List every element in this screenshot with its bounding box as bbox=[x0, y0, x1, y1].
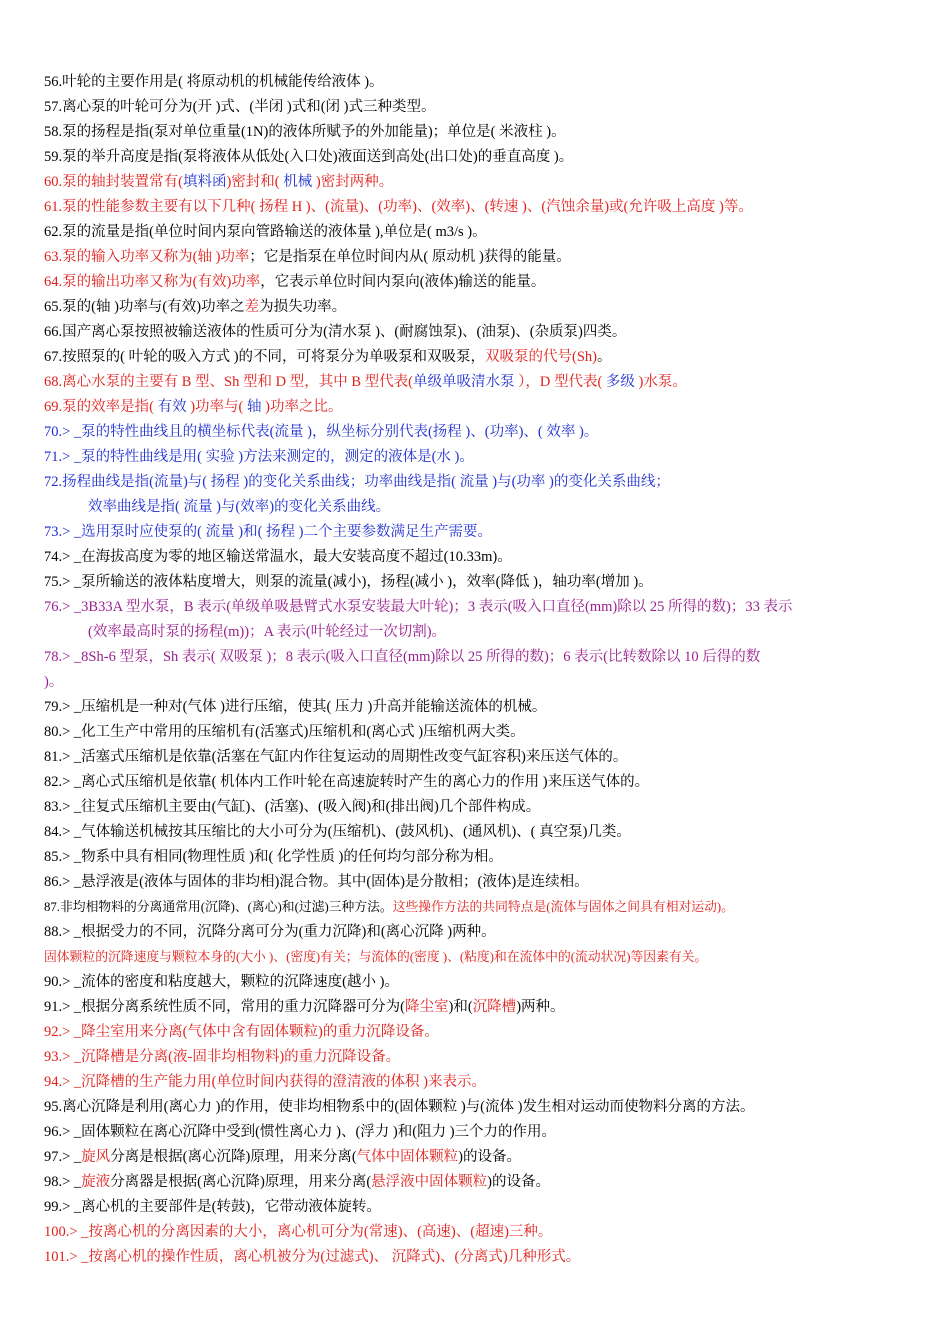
text-segment: 分离是根据(离心沉降)原理，用来分离( bbox=[110, 1149, 357, 1165]
text-segment: 99.> _离心机的主要部件是(转鼓)，它带动液体旋转。 bbox=[44, 1199, 381, 1215]
text-segment: 88.> _根据受力的不同，沉降分离可分为(重力沉降)和(离心沉降 )两种。 bbox=[44, 924, 496, 940]
text-segment: 80.> _化工生产中常用的压缩机有(活塞式)压缩机和(离心式 )压缩机两大类。 bbox=[44, 724, 525, 740]
text-segment: 为损失功率。 bbox=[259, 299, 347, 315]
text-line bbox=[44, 420, 914, 445]
text-line bbox=[44, 170, 914, 195]
text-line bbox=[44, 245, 914, 270]
text-line bbox=[44, 545, 914, 570]
text-line bbox=[44, 695, 914, 720]
text-segment: 64.泵的输出功率又称为(有效)功率 bbox=[44, 274, 261, 290]
text-segment: 72.扬程曲线是指(流量)与( 扬程 )的变化关系曲线；功率曲线是指( 流量 )与(功率 )的变化关系曲线； bbox=[44, 474, 670, 490]
text-segment: 75.> _泵所输送的液体粘度增大，则泵的流量(减小)，扬程(减小 )，效率(降低 )，轴功率(增加 )。 bbox=[44, 574, 653, 590]
text-segment: 76.> _3B33A 型水泵，B 表示(单级单吸悬臂式水泵安装最大叶轮)；3 表示(吸入口直径(mm)除以 25 所得的数)；33 表示 bbox=[44, 599, 793, 615]
text-segment: ），D 型代表( bbox=[518, 374, 606, 390]
text-line bbox=[44, 470, 914, 495]
text-line bbox=[44, 1045, 914, 1070]
text-line bbox=[44, 495, 914, 520]
text-segment: 91.> _根据分离系统性质不同，常用的重力沉降器可分为( bbox=[44, 999, 406, 1015]
text-segment: 63.泵的输入功率又称为(轴 )功率 bbox=[44, 249, 250, 265]
text-line bbox=[44, 1220, 914, 1245]
text-segment: 旋液 bbox=[81, 1174, 111, 1190]
text-segment: 旋风 bbox=[81, 1149, 111, 1165]
text-segment: 92.> _降尘室用来分离(气体中含有固体颗粒)的重力沉降设备。 bbox=[44, 1024, 439, 1040]
text-segment: 单级单吸清水泵 bbox=[412, 374, 519, 390]
text-line bbox=[44, 720, 914, 745]
text-segment: )和( bbox=[448, 999, 473, 1015]
text-segment: 气体中固体颗粒 bbox=[356, 1149, 459, 1165]
text-segment: 59.泵的举升高度是指(泵将液体从低处(入口处)液面送到高处(出口处)的垂直高度 )。 bbox=[44, 149, 574, 165]
text-segment: 固体颗粒的沉降速度与颗粒本身的(大小 )、(密度)有关；与流体的(密度 )、(粘度)和在流体中的(流动状况)等因素有关。 bbox=[44, 950, 708, 964]
text-segment: )的设备。 bbox=[487, 1174, 551, 1190]
text-line bbox=[44, 970, 914, 995]
text-segment: 71.> _泵的特性曲线是用( 实验 )方法来测定的，测定的液体是(水 )。 bbox=[44, 449, 474, 465]
text-line bbox=[44, 220, 914, 245]
text-line bbox=[44, 570, 914, 595]
text-line bbox=[44, 1245, 914, 1270]
text-segment: 60.泵的轴封装置常有( bbox=[44, 174, 183, 190]
text-segment: (效率最高时泵的扬程(m))；A 表示(叶轮经过一次切割)。 bbox=[88, 624, 447, 640]
text-line bbox=[44, 645, 914, 670]
text-line bbox=[44, 1095, 914, 1120]
text-segment: )水泵。 bbox=[638, 374, 687, 390]
text-segment: 100.> _按离心机的分离因素的大小，离心机可分为(常速)、(高速)、(超速)三种。 bbox=[44, 1224, 553, 1240]
text-line bbox=[44, 945, 914, 970]
text-segment: 86.> _悬浮液是(液体与固体的非均相)混合物。其中(固体)是分散相；(液体)是连续相。 bbox=[44, 874, 589, 890]
text-line bbox=[44, 1170, 914, 1195]
text-segment: 78.> _8Sh-6 型泵，Sh 表示( 双吸泵 )；8 表示(吸入口直径(mm)除以 25 所得的数)；6 表示(比转数除以 10 后得的数 bbox=[44, 649, 761, 665]
text-line bbox=[44, 670, 914, 695]
text-line bbox=[44, 145, 914, 170]
text-line bbox=[44, 270, 914, 295]
text-line bbox=[44, 895, 914, 920]
text-segment: )密封和( bbox=[226, 174, 284, 190]
text-segment: 填料函 bbox=[182, 174, 227, 190]
text-segment: 沉降槽 bbox=[472, 999, 517, 1015]
text-segment: 效率曲线是指( 流量 )与(效率)的变化关系曲线。 bbox=[88, 499, 391, 515]
text-segment: 机械 bbox=[283, 174, 316, 190]
text-line bbox=[44, 845, 914, 870]
text-line bbox=[44, 595, 914, 620]
text-line bbox=[44, 520, 914, 545]
text-segment: 61.泵的性能参数主要有以下几种( 扬程 H )、(流量)、(功率)、(效率)、(转速 )、(汽蚀余量)或(允许吸上高度 )等。 bbox=[44, 199, 753, 215]
text-segment: 62.泵的流量是指(单位时间内泵向管路输送的液体量 ),单位是( m3/s )。 bbox=[44, 224, 487, 240]
text-line bbox=[44, 1120, 914, 1145]
text-line bbox=[44, 870, 914, 895]
text-segment: )的设备。 bbox=[458, 1149, 522, 1165]
text-segment: 70.> _泵的特性曲线且的横坐标代表(流量 )，纵坐标分别代表(扬程 )、(功率)、( 效率 )。 bbox=[44, 424, 599, 440]
text-segment: 这些操作方法的共同特点是(流体与固体之间具有相对运动)。 bbox=[392, 900, 734, 914]
text-segment: 82.> _离心式压缩机是依靠( 机体内工作叶轮在高速旋转时产生的离心力的作用 )来压送气体的。 bbox=[44, 774, 650, 790]
text-segment: 90.> _流体的密度和粘度越大，颗粒的沉降速度(越小 )。 bbox=[44, 974, 399, 990]
text-segment: 96.> _固体颗粒在离心沉降中受到(惯性离心力 )、(浮力 )和(阻力 )三个力的作用。 bbox=[44, 1124, 557, 1140]
text-segment: 差 bbox=[244, 299, 260, 315]
text-segment: )。 bbox=[44, 674, 64, 690]
text-segment: 84.> _气体输送机械按其压缩比的大小可分为(压缩机)、(鼓风机)、(通风机)、( 真空泵)几类。 bbox=[44, 824, 631, 840]
text-segment: 74.> _在海拔高度为零的地区输送常温水，最大安装高度不超过(10.33m)。 bbox=[44, 549, 512, 565]
text-line bbox=[44, 820, 914, 845]
text-line bbox=[44, 770, 914, 795]
text-segment: )功率之比。 bbox=[265, 399, 343, 415]
text-segment: 98.> _ bbox=[44, 1174, 82, 1190]
text-line bbox=[44, 120, 914, 145]
text-segment: 85.> _物系中具有相同(物理性质 )和( 化学性质 )的任何均匀部分称为相。 bbox=[44, 849, 503, 865]
text-line bbox=[44, 745, 914, 770]
text-segment: 。 bbox=[597, 349, 612, 365]
text-segment: 87.非均相物料的分离通常用(沉降)、(离心)和(过滤)三种方法。 bbox=[44, 900, 393, 914]
text-line bbox=[44, 95, 914, 120]
text-segment: 94.> _沉降槽的生产能力用(单位时间内获得的澄清液的体积 )来表示。 bbox=[44, 1074, 486, 1090]
text-line bbox=[44, 1195, 914, 1220]
text-line bbox=[44, 70, 914, 95]
text-line bbox=[44, 395, 914, 420]
text-segment: 68.离心水泵的主要有 B 型、Sh 型和 D 型，其中 B 型代表( bbox=[44, 374, 413, 390]
text-line bbox=[44, 1020, 914, 1045]
text-segment: 有效 bbox=[157, 399, 191, 415]
text-segment: 57.离心泵的叶轮可分为(开 )式、(半闭 )式和(闭 )式三种类型。 bbox=[44, 99, 436, 115]
text-segment: 83.> _往复式压缩机主要由(气缸)、(活塞)、(吸入阀)和(排出阀)几个部件构成。 bbox=[44, 799, 541, 815]
text-segment: 67.按照泵的( 叶轮的吸入方式 )的不同，可将泵分为单吸泵和双吸泵， bbox=[44, 349, 486, 365]
text-segment: 轴 bbox=[247, 399, 266, 415]
text-line bbox=[44, 320, 914, 345]
text-line bbox=[44, 795, 914, 820]
text-line bbox=[44, 920, 914, 945]
text-segment: 双吸泵的代号(Sh) bbox=[485, 349, 598, 365]
text-segment: 悬浮液中固体颗粒 bbox=[371, 1174, 488, 1190]
text-line bbox=[44, 370, 914, 395]
text-line bbox=[44, 620, 914, 645]
text-segment: 降尘室 bbox=[405, 999, 449, 1015]
text-segment: )密封两种。 bbox=[315, 174, 394, 190]
text-segment: )两种。 bbox=[516, 999, 565, 1015]
text-segment: 69.泵的效率是指( bbox=[44, 399, 158, 415]
text-segment: 73.> _选用泵时应使泵的( 流量 )和( 扬程 )二个主要参数满足生产需要。 bbox=[44, 524, 492, 540]
text-segment: 81.> _活塞式压缩机是依靠(活塞在气缸内作往复运动的周期性改变气缸容积)来压送气体的。 bbox=[44, 749, 628, 765]
text-segment: ；它是指泵在单位时间内从( 原动机 )获得的能量。 bbox=[249, 249, 571, 265]
text-segment: )功率与( bbox=[190, 399, 247, 415]
document-page bbox=[44, 70, 914, 1270]
text-line bbox=[44, 1070, 914, 1095]
text-segment: 95.离心沉降是利用(离心力 )的作用，使非均相物系中的(固体颗粒 )与(流体 )发生相对运动而使物料分离的方法。 bbox=[44, 1099, 755, 1115]
text-segment: 65.泵的(轴 )功率与(有效)功率之 bbox=[44, 299, 245, 315]
text-line bbox=[44, 345, 914, 370]
text-segment: 58.泵的扬程是指(泵对单位重量(1N)的液体所赋予的外加能量)；单位是( 米液柱 )。 bbox=[44, 124, 566, 140]
text-line bbox=[44, 995, 914, 1020]
text-segment: 97.> _ bbox=[44, 1149, 82, 1165]
text-segment: 79.> _压缩机是一种对(气体 )进行压缩，使其( 压力 )升高并能输送流体的机械。 bbox=[44, 699, 547, 715]
text-segment: 分离器是根据(离心沉降)原理，用来分离( bbox=[110, 1174, 372, 1190]
text-line bbox=[44, 295, 914, 320]
text-line bbox=[44, 1145, 914, 1170]
text-line bbox=[44, 445, 914, 470]
text-segment: 66.国产离心泵按照被输送液体的性质可分为(清水泵 )、(耐腐蚀泵)、(油泵)、(杂质泵)四类。 bbox=[44, 324, 627, 340]
text-segment: 多级 bbox=[605, 374, 639, 390]
text-segment: ，它表示单位时间内泵向(液体)输送的能量。 bbox=[260, 274, 546, 290]
text-segment: 56.叶轮的主要作用是( 将原动机的机械能传给液体 )。 bbox=[44, 74, 384, 90]
text-line bbox=[44, 195, 914, 220]
text-segment: 93.> _沉降槽是分离(液-固非均相物料)的重力沉降设备。 bbox=[44, 1049, 401, 1065]
text-segment: 101.> _按离心机的操作性质，离心机被分为(过滤式)、 沉降式)、(分离式)几种形式。 bbox=[44, 1249, 581, 1265]
